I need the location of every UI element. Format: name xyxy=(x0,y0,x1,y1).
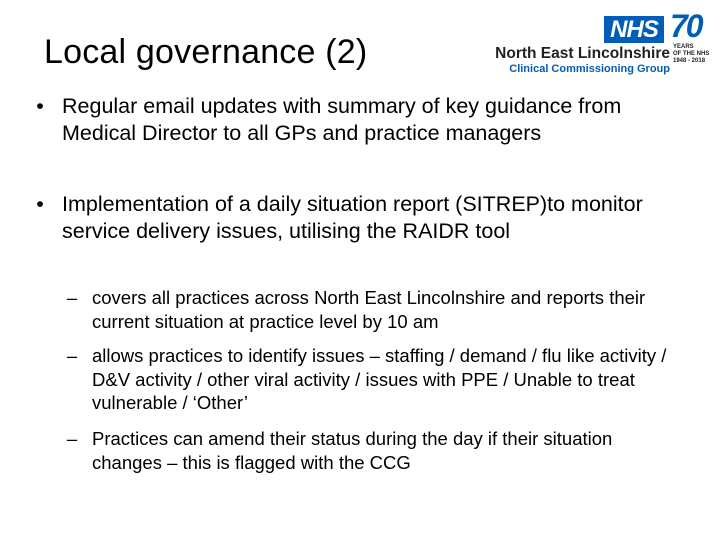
org-name: North East Lincolnshire xyxy=(495,45,670,62)
dash-marker: – xyxy=(66,428,78,449)
sub-bullet-text: covers all practices across North East Lincolnshire and reports their current situation at practice level by 10 am xyxy=(92,287,646,332)
bullet-item xyxy=(36,191,682,244)
bullet-text: Implementation of a daily situation report (SITREP)to monitor service delivery issues, utilising the RAIDR tool xyxy=(62,192,643,243)
dash-marker: – xyxy=(66,345,78,366)
sub-bullet-item xyxy=(66,344,682,415)
nhs-70-caption-line1: YEARS xyxy=(673,44,694,50)
slide-title: Local governance (2) xyxy=(44,33,368,71)
sub-bullet-text: allows practices to identify issues – staffing / demand / flu like activity / D&V activity / other viral activity / issues with PPE / Unable to treat vulnerable / ‘Other’ xyxy=(92,345,667,413)
dash-marker: – xyxy=(66,287,78,308)
nhs-logo xyxy=(486,8,714,78)
sub-bullet-item xyxy=(66,286,682,333)
bullet-marker: • xyxy=(36,192,44,216)
bullet-text: Regular email updates with summary of key guidance from Medical Director to all GPs and practice managers xyxy=(62,94,622,145)
org-subtitle: Clinical Commissioning Group xyxy=(509,63,670,75)
nhs-70-caption-line3: 1948 - 2018 xyxy=(673,58,706,64)
nhs-70-number: 70 xyxy=(670,8,702,44)
nhs-wordmark: NHS xyxy=(604,16,664,43)
bullet-item xyxy=(36,93,682,146)
nhs-70-caption xyxy=(673,44,713,65)
nhs-70-caption-line2: OF THE NHS xyxy=(673,51,710,57)
sub-bullet-item xyxy=(66,427,682,474)
bullet-marker: • xyxy=(36,94,44,118)
sub-bullet-text: Practices can amend their status during the day if their situation changes – this is flagged with the CCG xyxy=(92,428,613,473)
